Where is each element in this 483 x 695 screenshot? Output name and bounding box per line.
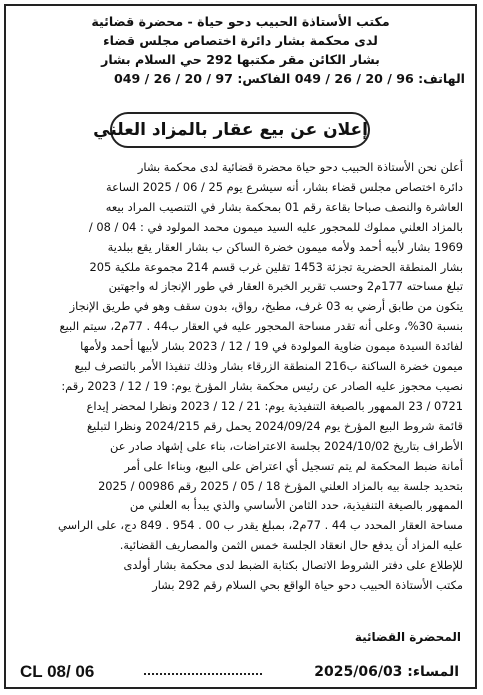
body-line: نصيب محجوز عليه الصادر عن رئيس محكمة بشار المؤرخ يوم: 19 / 12 / 2023 رقم:	[61, 378, 463, 393]
body-line: للإطلاع على دفتر الشروط الاتصال بكتابة الضبط لدى محكمة بشار أولدى	[123, 558, 463, 573]
footer-divider	[144, 673, 262, 675]
body-line: لفائدة السيدة ميمون ضاوية المولودة في 19 / 12 / 2023 بشار لأبيها أحمد ولأمها	[80, 339, 463, 354]
body-line: أعلن نحن الأستاذة الحبيب دحو حياة محضرة قضائية لدى محكمة بشار	[137, 160, 463, 174]
header-line-1: مكتب الأستاذة الحبيب دحو حياة - محضرة قضائية	[91, 14, 390, 29]
body-line: الممهور بالصيغة التنفيذية، حدد الثامن الأساسي والذي يبدأ به العلني من	[129, 498, 463, 513]
announcement-frame	[4, 4, 477, 689]
body-line: بتحديد جلسة بيه بالمزاد العلني المؤرخ 18 / 05 / 2025 رقم 00986 / 2025	[98, 478, 463, 493]
body-line: مكتب الأستاذة الحبيب دحو حياة الواقع بحي السلام رقم 292 بشار	[152, 578, 463, 593]
reference-code: CL 08/ 06	[20, 662, 95, 681]
body-line: تبلغ مساحته 177م2 وحسب تقرير الخبرة العقار في طور الإنجاز له واجهتين	[108, 279, 463, 294]
header-phone-fax: الهاتف: 96 / 20 / 26 / 049 الفاكس: 97 / 20 / 26 / 049	[113, 71, 465, 86]
signature: المحضرة القضائية	[354, 630, 461, 644]
header-line-3: بشار الكائن مقر مكتبها 292 حي السلام بشار	[101, 52, 380, 67]
publication-date: المساء: 2025/06/03	[314, 664, 459, 680]
body-line: دائرة اختصاص مجلس قضاء بشار، أنه سيشرع يوم 25 / 06 / 2025 الساعة	[105, 179, 463, 194]
footer	[14, 662, 467, 686]
body-line: 1969 بشار لأبيه أحمد ولأمه ميمون خضرة الساكن ب بشار العقار يقع ببلدية	[107, 239, 463, 254]
office-header	[16, 12, 465, 88]
body-line: الأطراف بتاريخ 2024/10/02 بجلسة الاعتراضات، بناء على إشهاد صادر عن	[110, 438, 463, 453]
body-line: قائمة شروط البيع المؤرخ يوم 2024/09/24 يحمل رقم 2024/215 ونظرا لتبليغ	[86, 418, 463, 433]
body-line: بالمزاد العلني مملوك للمحجور عليه السيد ميمون محمد المولود في : 04 / 08 /	[88, 219, 463, 234]
body-line: بنسبة 30%، وعلى أنه تقدر مساحة المحجور عليه في العقار ب44 . 77م2، سيتم البيع	[59, 319, 463, 334]
body-line: ميمون خضرة الساكنة ب216 المنطقة الزرقاء بشار وذلك تنفيذا الأمر بالتصرف لبيع	[74, 359, 463, 374]
body-line: 0721 / 23 الممهور بالصيغة التنفيذية يوم: 21 / 12 / 2023 ونظرا لمحضر إيداع	[86, 398, 463, 413]
body-line: مساحة العقار المحدد ب 44 . 77م2، بمبلغ يقدر ب 00 . 954 . 849 دج، على الراسي	[58, 518, 463, 533]
body-line: بشار المنطقة الحضرية تجزئة 1453 تقلين غرب قسم 214 مجموعة ملكية 205	[89, 259, 463, 274]
announcement-body	[14, 158, 463, 596]
body-line: العاشرة والنصف صباحا بقاعة رقم 01 بمحكمة بشار في التنصيب المراد بيعه	[105, 199, 463, 214]
announcement-title: إعلان عن بيع عقار بالمزاد العلني	[110, 112, 370, 148]
header-line-2: لدى محكمة بشار دائرة اختصاص مجلس قضاء	[103, 33, 378, 48]
body-line: يتكون من طابق أرضي به 03 غرف، مطبخ، رواق، بدون سقف وهو في طريق الإنجاز	[69, 299, 463, 314]
body-line: عليه المزاد أن يدفع حال انعقاد الجلسة خمس الثمن والمصاريف القضائية.	[119, 538, 463, 553]
body-line: أمانة ضبط المحكمة لم يتم تسجيل أي اعتراض على البيع، وبناءا على أمر	[124, 458, 463, 473]
